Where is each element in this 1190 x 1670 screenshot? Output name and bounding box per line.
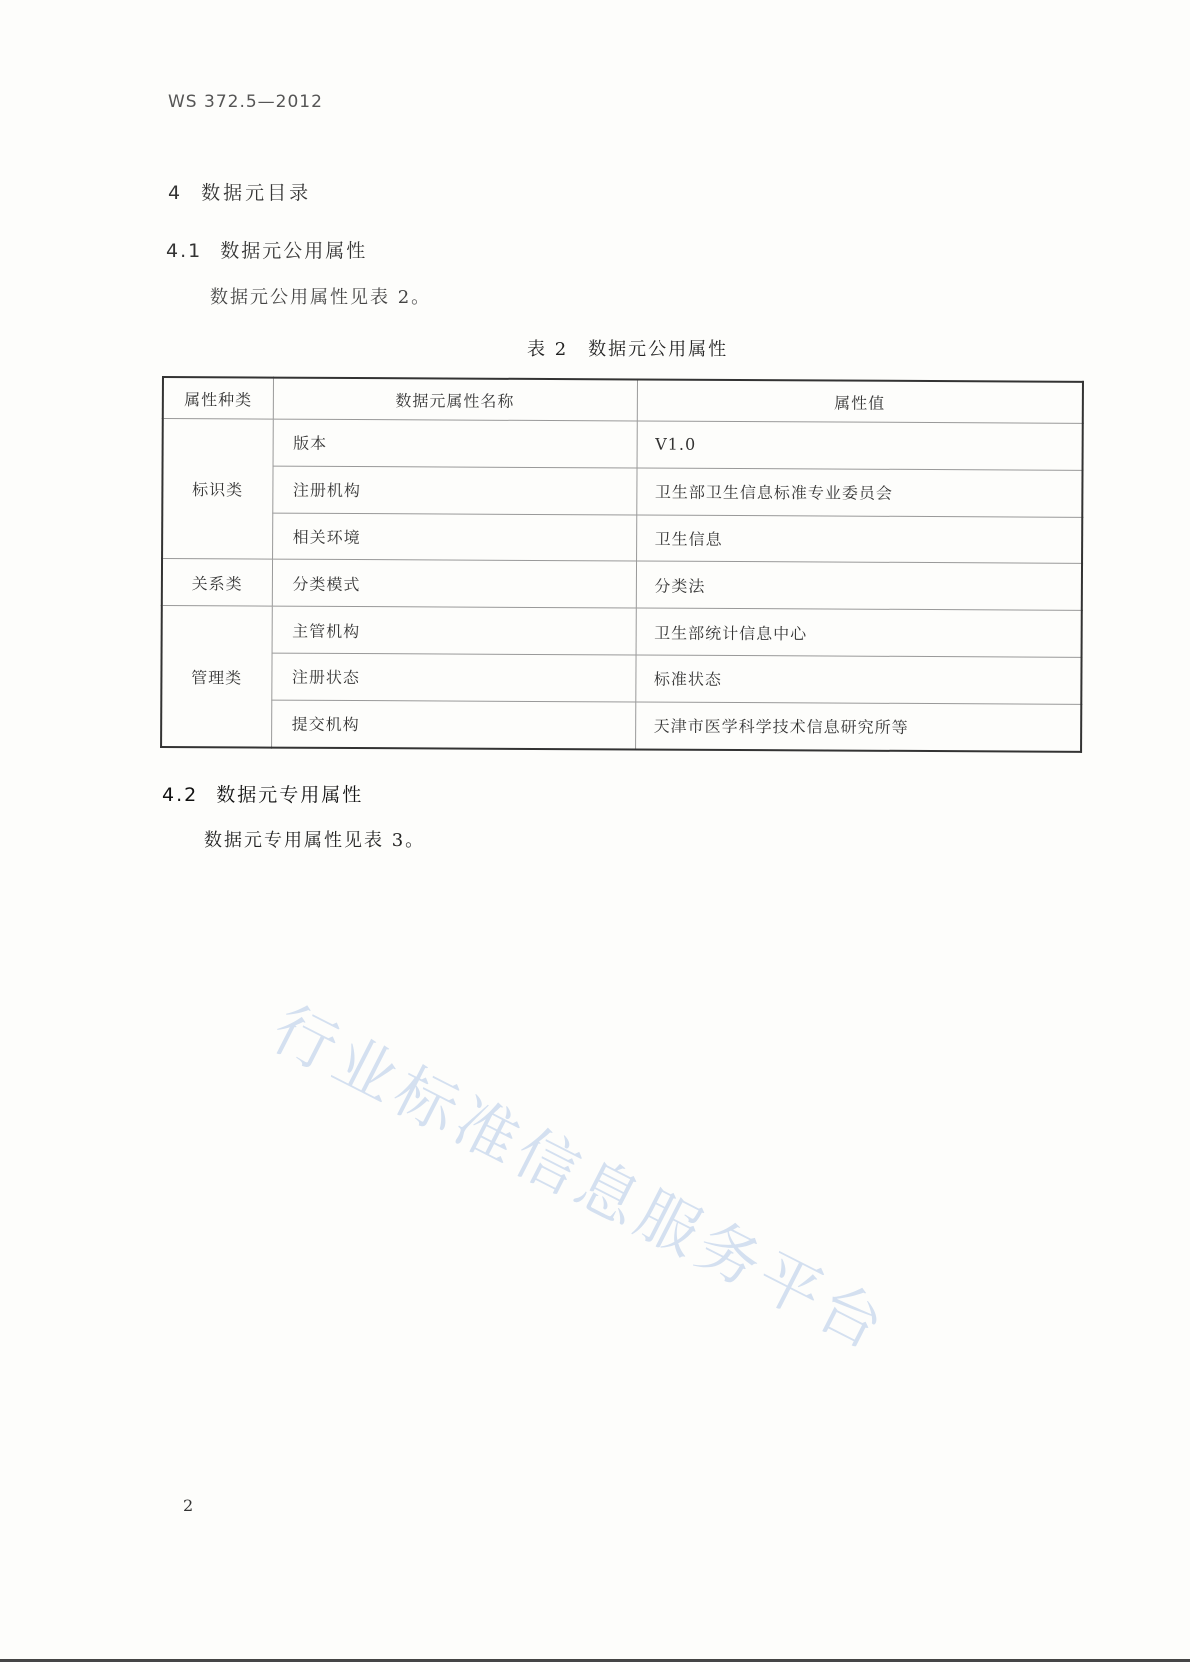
section-title: 数据元公用属性 <box>220 240 368 262</box>
attribute-name-cell: 分类模式 <box>272 559 636 608</box>
table-row <box>161 652 1081 704</box>
attribute-name-cell: 注册状态 <box>271 653 635 702</box>
attribute-value-cell: V1.0 <box>637 421 1083 470</box>
category-cell: 管理类 <box>161 606 272 748</box>
header-cell: 属性值 <box>637 379 1083 423</box>
section-4-1-paragraph: 数据元公用属性见表 2。 <box>210 287 432 308</box>
attribute-value-cell: 标准状态 <box>635 655 1081 704</box>
attribute-name-cell: 相关环境 <box>272 513 636 562</box>
category-cell: 标识类 <box>162 419 273 560</box>
section-4-heading <box>168 178 311 205</box>
section-title: 数据元目录 <box>201 182 312 204</box>
table-row <box>163 419 1083 471</box>
table-caption: 表 2 数据元公用属性 <box>527 339 729 360</box>
section-4-2-heading <box>162 780 363 807</box>
table-row <box>162 606 1082 658</box>
standard-code: WS 372.5—2012 <box>168 92 323 112</box>
section-title: 数据元专用属性 <box>216 784 364 806</box>
attribute-value-cell: 分类法 <box>636 561 1082 610</box>
section-4-2-paragraph: 数据元专用属性见表 3。 <box>204 830 426 851</box>
attribute-name-cell: 主管机构 <box>272 606 636 655</box>
attribute-value-cell: 卫生信息 <box>636 515 1082 564</box>
attribute-value-cell: 卫生部卫生信息标准专业委员会 <box>636 468 1082 517</box>
attribute-value-cell: 卫生部统计信息中心 <box>636 608 1082 657</box>
attribute-name-cell: 版本 <box>273 419 637 468</box>
section-number: 4.1 <box>166 240 203 262</box>
category-cell: 关系类 <box>162 559 272 606</box>
scan-edge-line <box>0 1659 1190 1662</box>
header-cell: 数据元属性名称 <box>273 378 637 421</box>
attribute-name-cell: 提交机构 <box>271 700 635 750</box>
table-row <box>162 512 1082 564</box>
watermark: 行业标准信息服务平台 <box>260 991 900 1366</box>
table-row <box>161 699 1081 752</box>
section-4-1-heading <box>166 236 367 263</box>
table-row <box>162 559 1082 611</box>
table-header-row <box>163 377 1083 423</box>
page-number: 2 <box>183 1496 194 1515</box>
section-number: 4.2 <box>162 784 199 806</box>
header-cell: 属性种类 <box>163 377 273 419</box>
attribute-value-cell: 天津市医学科学技术信息研究所等 <box>635 702 1081 752</box>
section-number: 4 <box>168 182 184 204</box>
common-attributes-table <box>160 376 1084 753</box>
table-row <box>162 465 1082 517</box>
attribute-name-cell: 注册机构 <box>272 466 636 515</box>
